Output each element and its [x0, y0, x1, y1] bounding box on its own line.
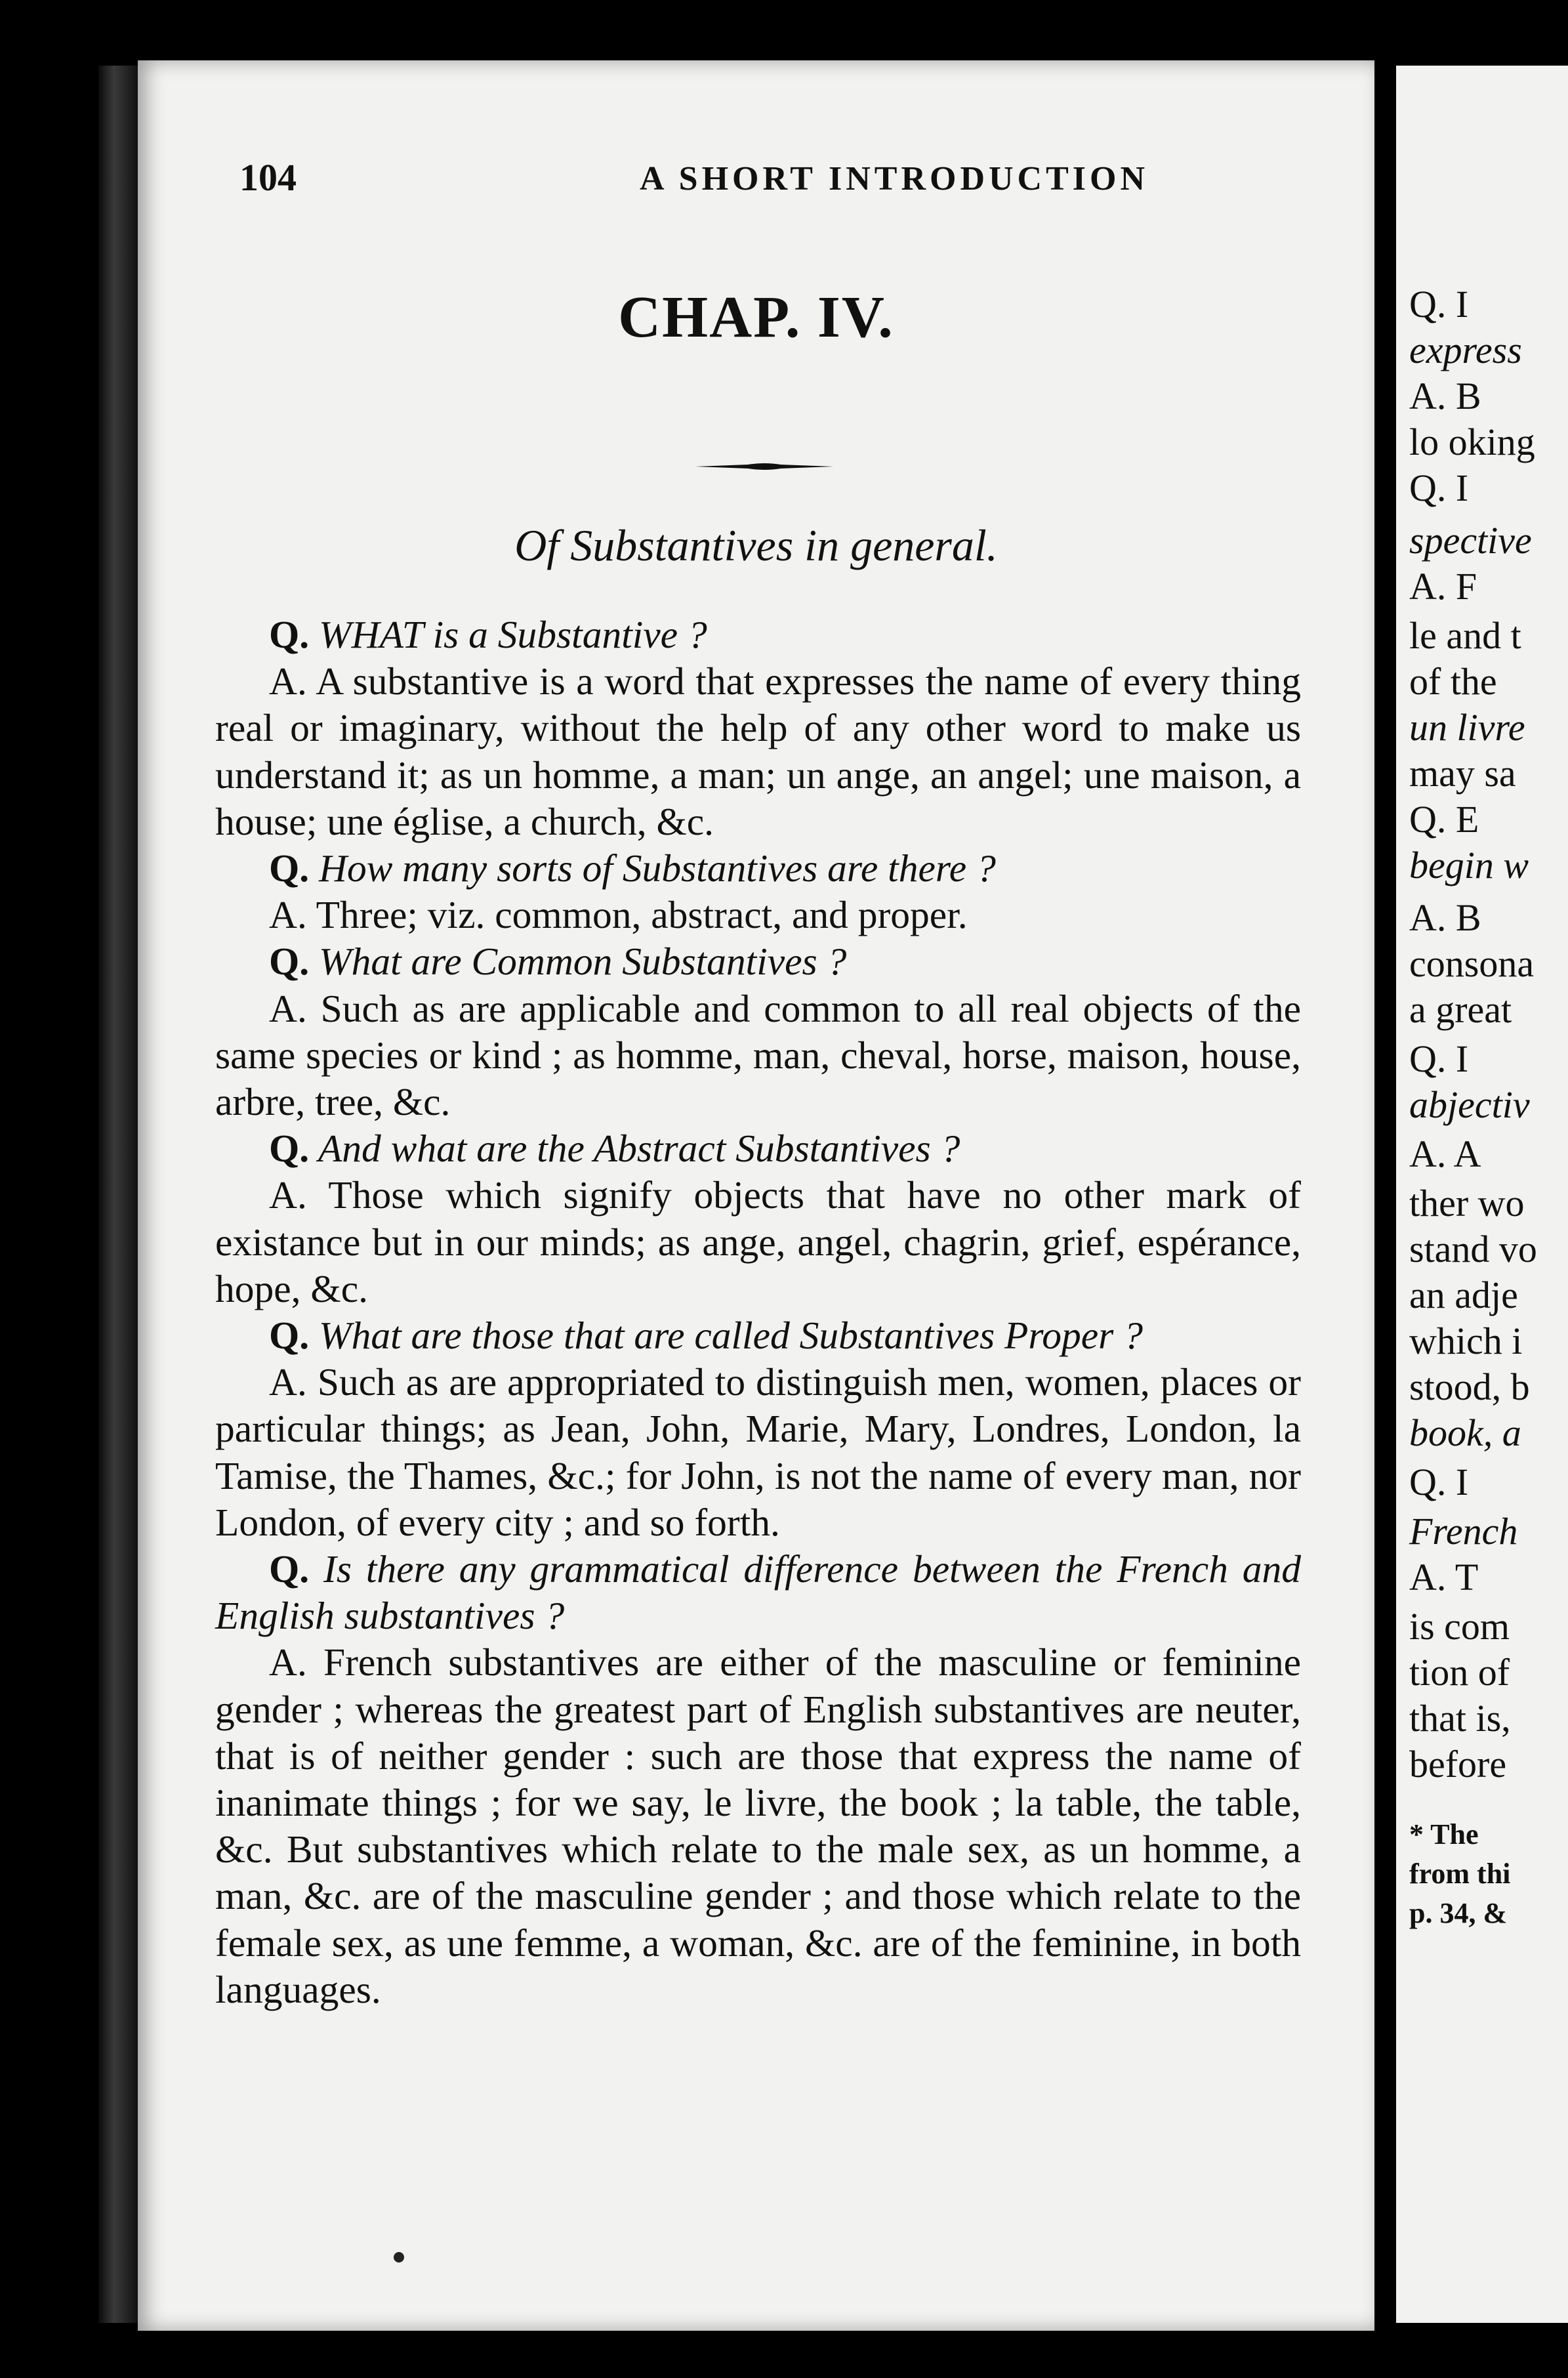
answer-paragraph	[215, 658, 1301, 845]
facing-page-line: is com	[1409, 1605, 1510, 1648]
answer-paragraph	[215, 892, 1301, 938]
question-paragraph	[215, 1125, 1301, 1172]
answer-paragraph	[215, 1172, 1301, 1312]
left-page	[138, 60, 1374, 2331]
paragraph-label: Q.	[269, 1547, 310, 1591]
chapter-title: CHAP. IV.	[618, 285, 894, 350]
facing-page-line: of the	[1409, 660, 1497, 703]
paragraph-text: Such as are applicable and common to all real objects of the same species or kind ; as homme, man, cheval, horse, maison, house, arbre, tree, &c.	[215, 986, 1301, 1124]
facing-page-line: tion of	[1409, 1651, 1510, 1694]
facing-page-line: A. T	[1409, 1556, 1479, 1598]
facing-page-line: ther wo	[1409, 1182, 1525, 1224]
facing-page-line: a great	[1409, 988, 1512, 1031]
ornamental-rule	[695, 462, 833, 471]
facing-page-line: A. B	[1409, 896, 1481, 939]
question-paragraph	[215, 612, 1301, 658]
paragraph-text: How many sorts of Substantives are there ?	[309, 846, 996, 890]
paragraph-label: A.	[269, 893, 307, 937]
paragraph-label: A.	[269, 1173, 307, 1217]
facing-page-line: French	[1409, 1510, 1518, 1553]
question-paragraph	[215, 938, 1301, 985]
paragraph-label: Q.	[269, 846, 310, 890]
facing-page-line: lo oking	[1409, 421, 1535, 463]
facing-page-line: un livre	[1409, 706, 1525, 749]
facing-page-line: Q. E	[1409, 798, 1479, 841]
facing-page-line: express	[1409, 329, 1522, 371]
section-subtitle: Of Substantives in general.	[514, 520, 998, 570]
facing-page-line: Q. I	[1409, 283, 1469, 325]
paragraph-label: Q.	[269, 613, 310, 656]
facing-page-line: before	[1409, 1743, 1507, 1785]
paragraph-text: And what are the Abstract Substantives ?	[309, 1127, 960, 1171]
paragraph-label: Q.	[269, 1314, 310, 1358]
answer-paragraph	[215, 1639, 1301, 2013]
answer-paragraph	[215, 986, 1301, 1126]
paragraph-text: A substantive is a word that expresses the name of every thing real or imaginary, without the help of any other word to make us understand it; as un homme, a man; un ange, an angel; une maison, a house; une église, a church, &c.	[215, 659, 1301, 843]
paragraph-text: Three; viz. common, abstract, and proper.	[306, 893, 968, 937]
facing-page-line: le and t	[1409, 614, 1521, 657]
paragraph-label: A.	[269, 1640, 307, 1684]
paragraph-text: French substantives are either of the masculine or feminine gender ; whereas the greatest part of English substantives are neuter, that is of neither gender : such are those that express the name of inanimate things ; for we say, le livre, the book ; la table, the table, &c. But substantives which relate to the male sex, as un homme, a man, &c. are of the masculine gender ; and those which relate to the female sex, as une femme, a woman, &c. are of the feminine, in both languages.	[215, 1640, 1301, 2011]
facing-page-line: Q. I	[1409, 1037, 1469, 1080]
facing-page-line: which i	[1409, 1320, 1523, 1362]
body-text	[215, 612, 1301, 2013]
question-paragraph	[215, 1312, 1301, 1359]
facing-page	[1396, 66, 1568, 2323]
facing-page-line: consona	[1409, 942, 1535, 985]
book-spine	[98, 66, 138, 2323]
paragraph-text: Those which signify objects that have no other mark of existance but in our minds; as ange, angel, chagrin, grief, espérance, hope, &c.	[215, 1173, 1301, 1310]
paragraph-text: What are those that are called Substantives Proper ?	[309, 1314, 1143, 1358]
facing-page-line: begin w	[1409, 844, 1529, 887]
page-header	[239, 156, 1296, 215]
facing-page-footnote: p. 34, &	[1409, 1897, 1508, 1929]
facing-page-footnote: * The	[1409, 1818, 1479, 1850]
paragraph-label: A.	[269, 1360, 307, 1404]
facing-page-line: Q. I	[1409, 467, 1469, 509]
question-paragraph	[215, 845, 1301, 892]
paragraph-text: Is there any grammatical difference between the French and English substantives ?	[215, 1547, 1301, 1638]
facing-page-line: Q. I	[1409, 1461, 1469, 1503]
facing-page-line: stand vo	[1409, 1228, 1537, 1270]
paragraph-label: A.	[269, 659, 307, 703]
facing-page-line: A. F	[1409, 565, 1477, 608]
ink-dot	[394, 2252, 404, 2263]
paragraph-label: Q.	[269, 1127, 310, 1171]
paragraph-text: Such as are appropriated to distinguish men, women, places or particular things; as Jean, John, Marie, Mary, Londres, London, la Tamise, the Thames, &c.; for John, is not the name of every man, nor London, of every city ; and so forth.	[215, 1360, 1301, 1544]
facing-page-line: abjectiv	[1409, 1083, 1530, 1126]
paragraph-label: Q.	[269, 940, 310, 984]
paragraph-label: A.	[269, 986, 307, 1030]
facing-page-line: an adje	[1409, 1274, 1518, 1316]
facing-page-line: A. B	[1409, 375, 1481, 417]
running-title: A SHORT INTRODUCTION	[640, 160, 1149, 198]
question-paragraph	[215, 1546, 1301, 1639]
facing-page-footnote: from thi	[1409, 1858, 1511, 1890]
facing-page-line: may sa	[1409, 752, 1516, 795]
answer-paragraph	[215, 1359, 1301, 1546]
page-number: 104	[239, 156, 297, 199]
facing-page-line: A. A	[1409, 1133, 1481, 1175]
paragraph-text: What are Common Substantives ?	[309, 940, 847, 984]
facing-page-line: book, a	[1409, 1411, 1521, 1454]
facing-page-line: stood, b	[1409, 1366, 1530, 1408]
facing-page-line: that is,	[1409, 1697, 1511, 1740]
facing-page-line: spective	[1409, 519, 1532, 562]
paragraph-text: WHAT is a Substantive ?	[309, 613, 707, 656]
